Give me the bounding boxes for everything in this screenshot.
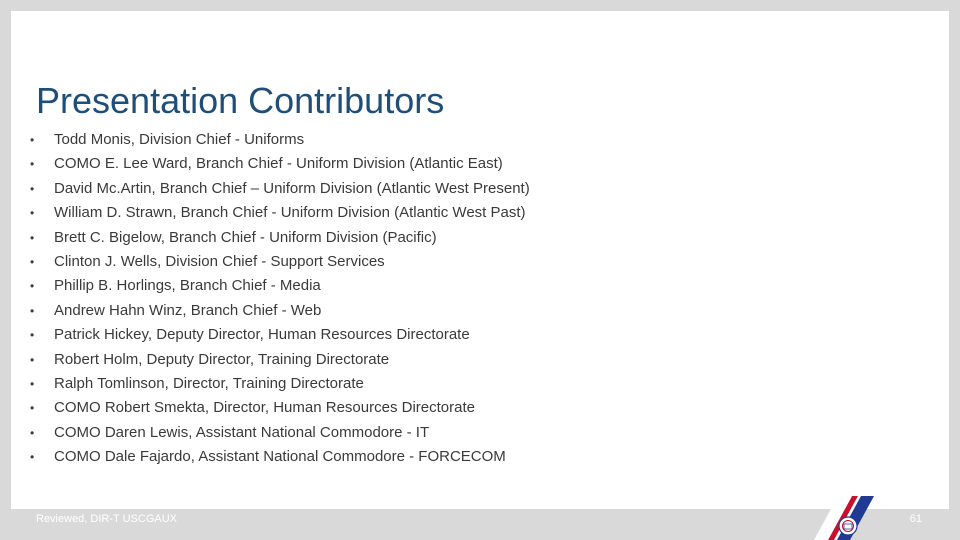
bullet-icon: • [30,450,35,465]
contributor-text: William D. Strawn, Branch Chief - Uniform Division (Atlantic West Past) [54,204,526,222]
slide-canvas [11,11,949,509]
bullet-icon: • [30,133,35,147]
contributor-text: COMO E. Lee Ward, Branch Chief - Uniform Division (Atlantic East) [54,155,503,173]
bullet-icon: • [30,401,35,416]
contributor-item [30,250,530,274]
bullet-icon: • [30,425,35,440]
bullet-icon: • [30,279,35,294]
contributor-item [30,396,530,420]
uscg-racing-stripe-icon [808,496,880,540]
contributor-item [30,323,530,347]
contributor-item [30,348,530,372]
contributor-text: Ralph Tomlinson, Director, Training Directorate [54,375,364,393]
contributor-item [30,226,530,250]
contributor-item [30,421,530,445]
contributor-text: Andrew Hahn Winz, Branch Chief - Web [54,301,322,319]
contributor-item [30,445,530,469]
contributor-item [30,201,530,225]
contributor-item [30,152,530,176]
contributor-item [30,372,530,396]
bullet-icon: • [30,303,35,318]
footer-reviewed-text: Reviewed, DIR-T USCGAUX [36,513,177,525]
slide-title: Presentation Contributors [36,80,445,121]
bullet-icon: • [30,352,35,367]
contributor-item [30,128,530,152]
bullet-icon: • [30,157,35,172]
contributor-text: David Mc.Artin, Branch Chief – Uniform Division (Atlantic West Present) [54,179,530,197]
contributor-item [30,177,530,201]
contributor-text: Clinton J. Wells, Division Chief - Support Services [54,253,385,271]
contributor-text: Phillip B. Horlings, Branch Chief - Media [54,277,321,295]
contributor-text: COMO Robert Smekta, Director, Human Resources Directorate [54,399,475,417]
bullet-icon: • [30,377,35,392]
contributor-item [30,274,530,298]
contributor-list [30,128,530,470]
contributor-item [30,299,530,323]
bullet-icon: • [30,181,35,196]
bullet-icon: • [30,328,35,343]
bullet-icon: • [30,206,35,221]
bullet-icon: • [30,255,35,270]
contributor-text: COMO Dale Fajardo, Assistant National Commodore - FORCECOM [54,448,506,466]
contributor-text: Patrick Hickey, Deputy Director, Human Resources Directorate [54,326,470,344]
page-number: 61 [909,513,922,525]
contributor-text: Todd Monis, Division Chief - Uniforms [54,131,305,148]
contributor-text: COMO Daren Lewis, Assistant National Commodore - IT [54,423,430,441]
contributor-text: Brett C. Bigelow, Branch Chief - Uniform Division (Pacific) [54,228,437,246]
contributor-text: Robert Holm, Deputy Director, Training Directorate [54,350,390,368]
bullet-icon: • [30,230,35,245]
